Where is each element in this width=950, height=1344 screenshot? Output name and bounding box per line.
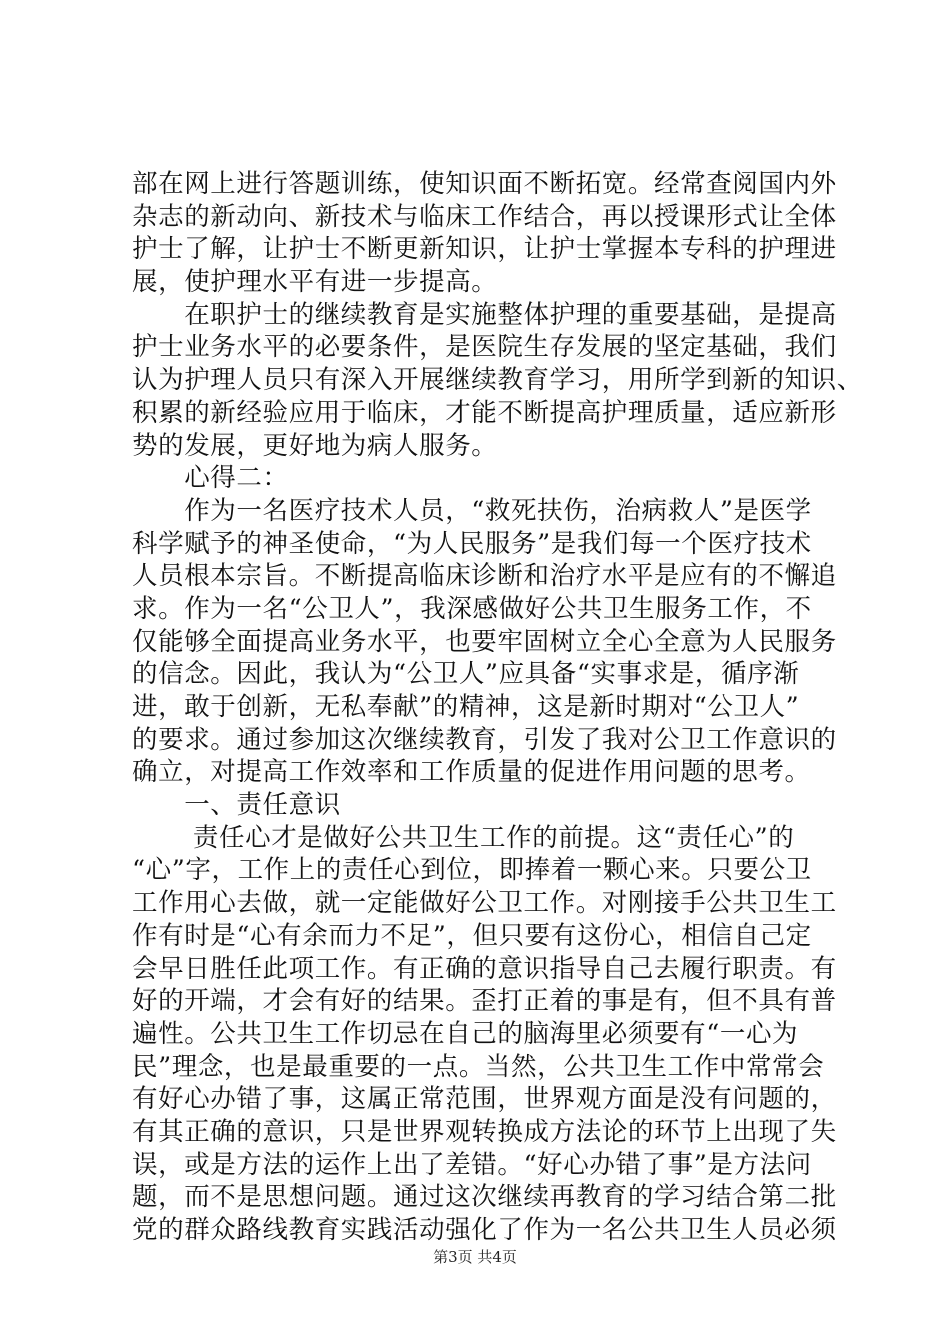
text-line: 科学赋予的神圣使命，“为人民服务”是我们每一个医疗技术 [132, 528, 812, 559]
text-line: 在职护士的继续教育是实施整体护理的重要基础，是提高 [132, 299, 837, 330]
text-line: 作有时是“心有余而力不足”，但只要有这份心，相信自己定 [132, 920, 812, 951]
text-line: 护士业务水平的必要条件，是医院生存发展的坚定基础，我们 [132, 332, 837, 363]
text-line: 遍性。公共卫生工作切忌在自己的脑海里必须要有“一心为 [132, 1018, 799, 1049]
text-line: 民”理念，也是最重要的一点。当然，公共卫生工作中常常会 [132, 1051, 825, 1082]
text-line: 部在网上进行答题训练，使知识面不断拓宽。经常查阅国内外 [132, 169, 837, 199]
text-line: 会早日胜任此项工作。有正确的意识指导自己去履行职责。有 [132, 953, 837, 984]
text-line: 势的发展，更好地为病人服务。 [132, 430, 498, 461]
text-line: 的信念。因此，我认为“公卫人”应具备“实事求是，循序渐 [132, 659, 800, 690]
text-line: 心得二： [132, 463, 289, 494]
text-line: 展，使护理水平有进一步提高。 [132, 267, 498, 298]
text-line: 护士了解，让护士不断更新知识，让护士掌握本专科的护理进 [132, 234, 837, 265]
text-line: 的要求。通过参加这次继续教育，引发了我对公卫工作意识的 [132, 724, 837, 755]
text-line: 认为护理人员只有深入开展继续教育学习，用所学到新的知识、 [132, 365, 863, 396]
text-line: 杂志的新动向、新技术与临床工作结合，再以授课形式让全体 [132, 201, 837, 232]
text-line: 作为一名医疗技术人员，“救死扶伤，治病救人”是医学 [132, 495, 812, 526]
text-line: 好的开端，才会有好的结果。歪打正着的事是有，但不具有普 [132, 986, 837, 1017]
page-footer: 第3页 共4页 [433, 1248, 517, 1266]
text-line: 党的群众路线教育实践活动强化了作为一名公共卫生人员必须 [132, 1215, 837, 1245]
text-line: 工作用心去做，就一定能做好公卫工作。对刚接手公共卫生工 [132, 888, 837, 919]
text-line: 求。作为一名“公卫人”，我深感做好公共卫生服务工作，不 [132, 593, 812, 624]
body-text [132, 168, 863, 1247]
text-line: 积累的新经验应用于临床，才能不断提高护理质量，适应新形 [132, 397, 837, 428]
text-line: “心”字，工作上的责任心到位，即捧着一颗心来。只要公卫 [132, 855, 812, 886]
text-line: 人员根本宗旨。不断提高临床诊断和治疗水平是应有的不懈追 [132, 561, 837, 592]
text-line: 误，或是方法的运作上出了差错。“好心办错了事”是方法问 [132, 1149, 812, 1180]
text-line: 有好心办错了事，这属正常范围，世界观方面是没有问题的， [132, 1084, 837, 1115]
text-line: 仅能够全面提高业务水平，也要牢固树立全心全意为人民服务 [132, 626, 837, 657]
text-line: 有其正确的意识，只是世界观转换成方法论的环节上出现了失 [132, 1116, 837, 1147]
text-line: 一、责任意识 [132, 790, 341, 821]
text-line: 确立，对提高工作效率和工作质量的促进作用问题的思考。 [132, 757, 811, 788]
text-line: 进，敢于创新，无私奉献”的精神，这是新时期对“公卫人” [132, 692, 800, 722]
text-line: 题，而不是思想问题。通过这次继续再教育的学习结合第二批 [132, 1182, 837, 1213]
text-line: 责任心才是做好公共卫生工作的前提。这“责任心”的 [132, 822, 795, 853]
